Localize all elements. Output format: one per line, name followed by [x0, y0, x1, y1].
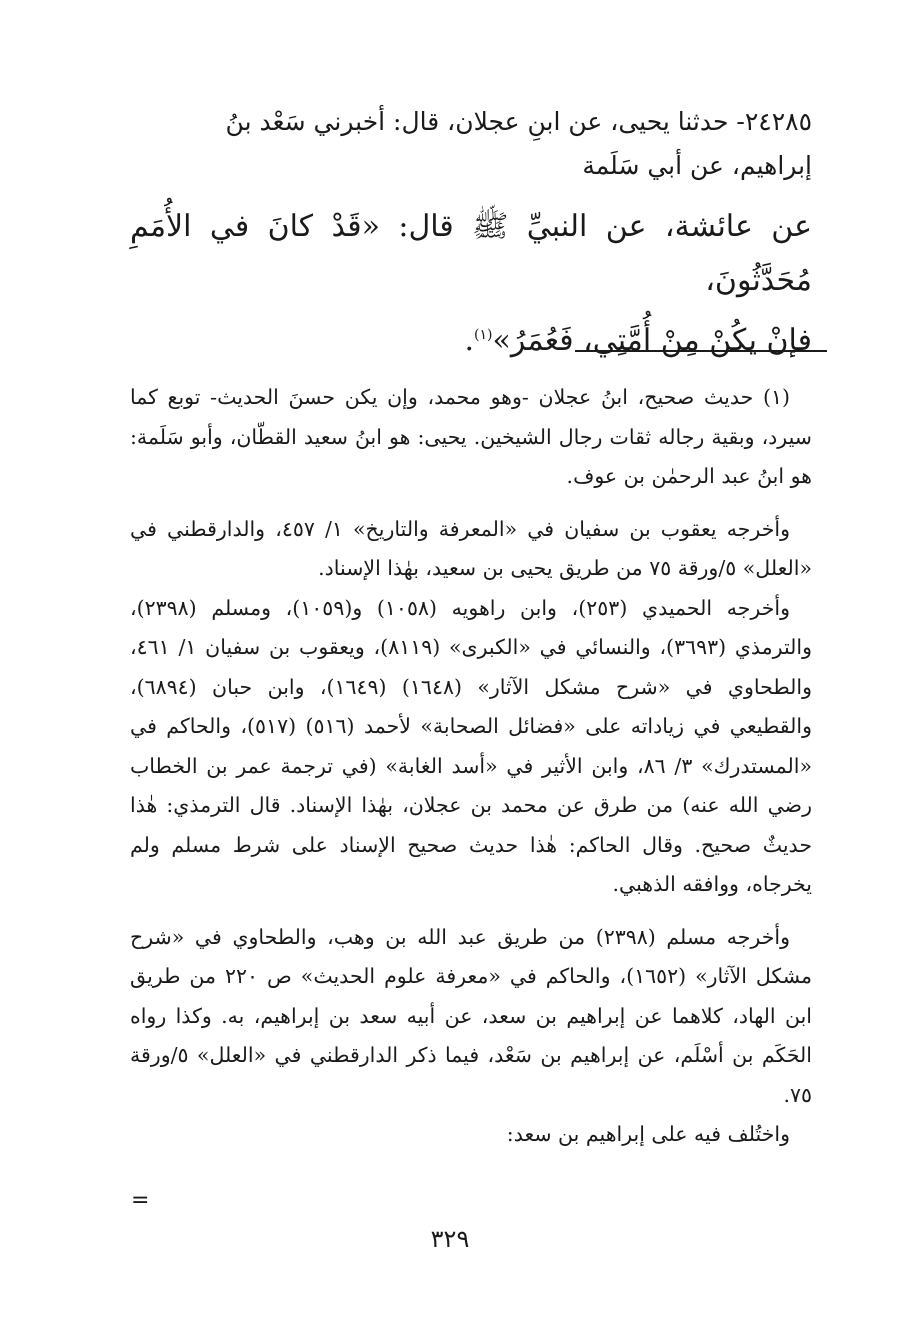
hadith-text-quote: فإنْ يكُنْ مِنْ أُمَّتِي، فَعُمَرُ» — [492, 323, 812, 358]
footnote-paragraph: وأخرجه مسلم (٢٣٩٨) من طريق عبد الله بن وهب، والطحاوي في «شرح مشكل الآثار» (١٦٥٢)، والحاكم في «معرفة علوم الحديث» ص ٢٢٠ من طريق ابن الهاد، كلاهما عن إبراهيم بن سعد، عن أبيه سعد بن إبراهيم، به. وكذا رواه الحَكَم بن أسْلَم، عن إبراهيم بن سَعْد، فيما ذكر الدارقطني في «العلل» ٥/ورقة ٧٥. — [130, 924, 812, 1107]
footnotes — [130, 378, 812, 1155]
footnote-1: (١) حديث صحيح، ابنُ عجلان -وهو محمد، وإن يكن حسنَ الحديث- توبع كما سيرد، وبقية رجاله ثقات رجال الشيخين. يحيى: هو ابنُ سعيد القطّان، وأبو سَلَمة: هو ابنُ عبد الرحمٰن بن عوف. — [130, 385, 812, 488]
footnote-reference: (١) — [474, 327, 493, 343]
continuation-mark: = — [131, 1188, 150, 1213]
hadith-text-line-1: عن عائشة، عن النبيِّ ﷺ قال: «قَدْ كانَ في الأُمَمِ مُحَدَّثُونَ، — [130, 209, 812, 298]
footnote-paragraph: وأخرجه يعقوب بن سفيان في «المعرفة والتاريخ» ١/ ٤٥٧، والدارقطني في «العلل» ٥/ورقة ٧٥ من طريق يحيى بن سعيد، بهٰذا الإسناد. — [130, 516, 812, 580]
hadith-text — [130, 200, 812, 368]
footnote-separator — [575, 350, 827, 352]
hadith-text-end: . — [464, 323, 474, 358]
footnote-paragraph: واختُلف فيه على إبراهيم بن سعد: — [506, 1122, 790, 1146]
footnote-paragraph: وأخرجه الحميدي (٢٥٣)، وابن راهويه (١٠٥٨) و(١٠٥٩)، ومسلم (٢٣٩٨)، والترمذي (٣٦٩٣)، والنسائي في «الكبرى» (٨١١٩)، ويعقوب بن سفيان ١/ ٤٦١، والطحاوي في «شرح مشكل الآثار» (١٦٤٨) (١٦٤٩)، وابن حبان (٦٨٩٤)، والقطيعي في زياداته على «فضائل الصحابة» لأحمد (٥١٦) (٥١٧)، والحاكم في «المستدرك» ٣/ ٨٦، وابن الأثير في «أسد الغابة» (في ترجمة عمر بن الخطاب رضي الله عنه) من طرق عن محمد بن عجلان، بهٰذا الإسناد. قال الترمذي: هٰذا حديثٌ صحيح. وقال الحاكم: هٰذا حديث صحيح الإسناد على شرط مسلم ولم يخرجاه، ووافقه الذهبي. — [130, 595, 813, 896]
hadith-isnad — [130, 100, 812, 188]
hadith-text-line-2 — [130, 308, 812, 368]
page-number: ٣٢٩ — [430, 1225, 470, 1253]
isnad-line-1: ٢٤٢٨٥- حدثنا يحيى، عن ابنِ عجلان، قال: أخبرني سَعْد بنُ — [225, 107, 812, 136]
isnad-line-2: إبراهيم، عن أبي سَلَمة — [582, 151, 812, 180]
